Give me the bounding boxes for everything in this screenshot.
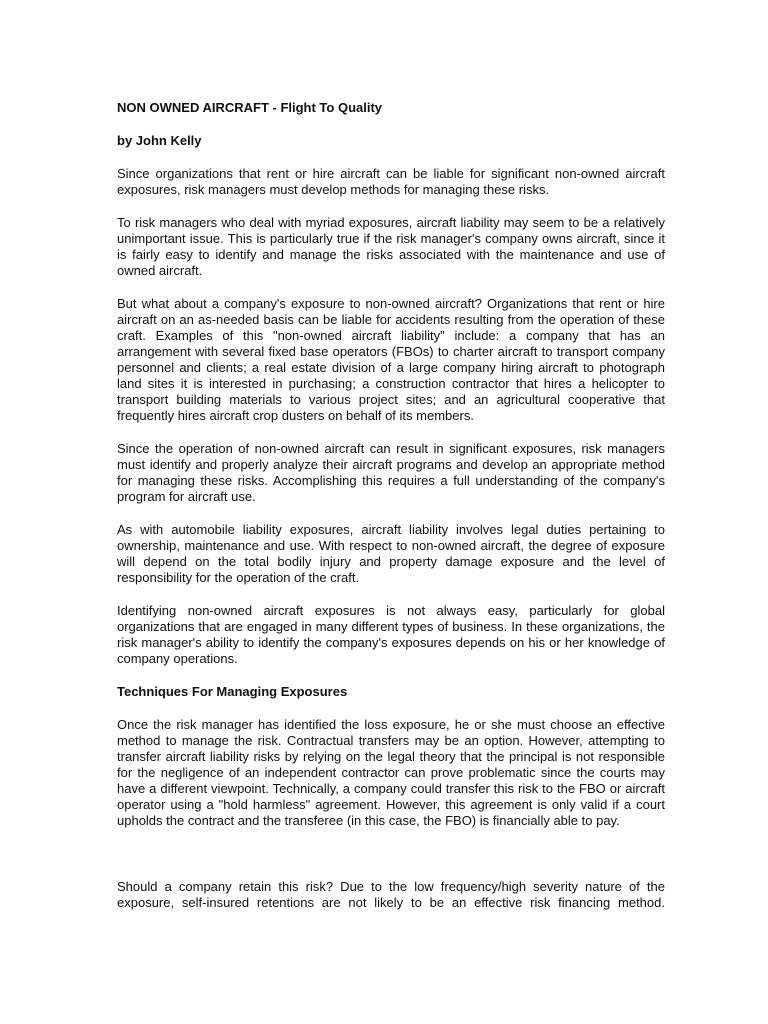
paragraph: Since organizations that rent or hire aircraft can be liable for significant non-owned aircraft exposures, risk managers must develop methods for managing these risks. — [117, 166, 665, 197]
paragraph: To risk managers who deal with myriad exposures, aircraft liability may seem to be a relatively unimportant issue. This is particularly true if the risk manager's company owns aircraft, since it is fairly easy to identify and manage the risks associated with the maintenance and use of owned aircraft. — [117, 215, 665, 278]
paragraph: Since the operation of non-owned aircraft can result in significant exposures, risk managers must identify and properly analyze their aircraft programs and develop an appropriate method for managing these risks. Accomplishing this requires a full understanding of the company's program for aircraft use. — [117, 441, 665, 504]
paragraph: Identifying non-owned aircraft exposures is not always easy, particularly for global organizations that are engaged in many different types of business. In these organizations, the risk manager's ability to identify the company's exposures depends on his or her knowledge of company operations. — [117, 603, 665, 666]
paragraph: Once the risk manager has identified the loss exposure, he or she must choose an effective method to manage the risk. Contractual transfers may be an option. However, attempting to transfer aircraft liability risks by relying on the legal theory that the principal is not responsible for the negligence of an independent contractor can prove problematic since the courts may have a different viewpoint. Technically, a company could transfer this risk to the FBO or aircraft operator using a "hold harmless" agreement. However, this agreement is only valid if a court upholds the contract and the transferee (in this case, the FBO) is financially able to pay. — [117, 717, 665, 828]
paragraph: As with automobile liability exposures, aircraft liability involves legal duties pertaining to ownership, maintenance and use. With respect to non-owned aircraft, the degree of exposure will depend on the total bodily injury and property damage exposure and the level of responsibility for the operation of the craft. — [117, 522, 665, 585]
document-body — [117, 100, 665, 928]
section-heading: Techniques For Managing Exposures — [117, 684, 348, 699]
document-title: NON OWNED AIRCRAFT - Flight To Quality — [117, 100, 383, 115]
paragraph: Should a company retain this risk? Due to the low frequency/high severity nature of the exposure, self-insured retentions are not likely to be an effective risk financing method. — [117, 879, 665, 910]
page-gap — [117, 846, 665, 879]
paragraph: But what about a company's exposure to non-owned aircraft? Organizations that rent or hire aircraft on an as-needed basis can be liable for accidents resulting from the operation of these craft. Examples of this "non-owned aircraft liability" include: a company that has an arrangement with several fixed base operators (FBOs) to charter aircraft to transport company personnel and clients; a real estate division of a large company hiring aircraft to photograph land sites it is interested in purchasing; a construction contractor that hires a helicopter to transport building materials to various project sites; and an agricultural cooperative that frequently hires aircraft crop dusters on behalf of its members. — [117, 296, 665, 423]
document-byline: by John Kelly — [117, 133, 202, 148]
